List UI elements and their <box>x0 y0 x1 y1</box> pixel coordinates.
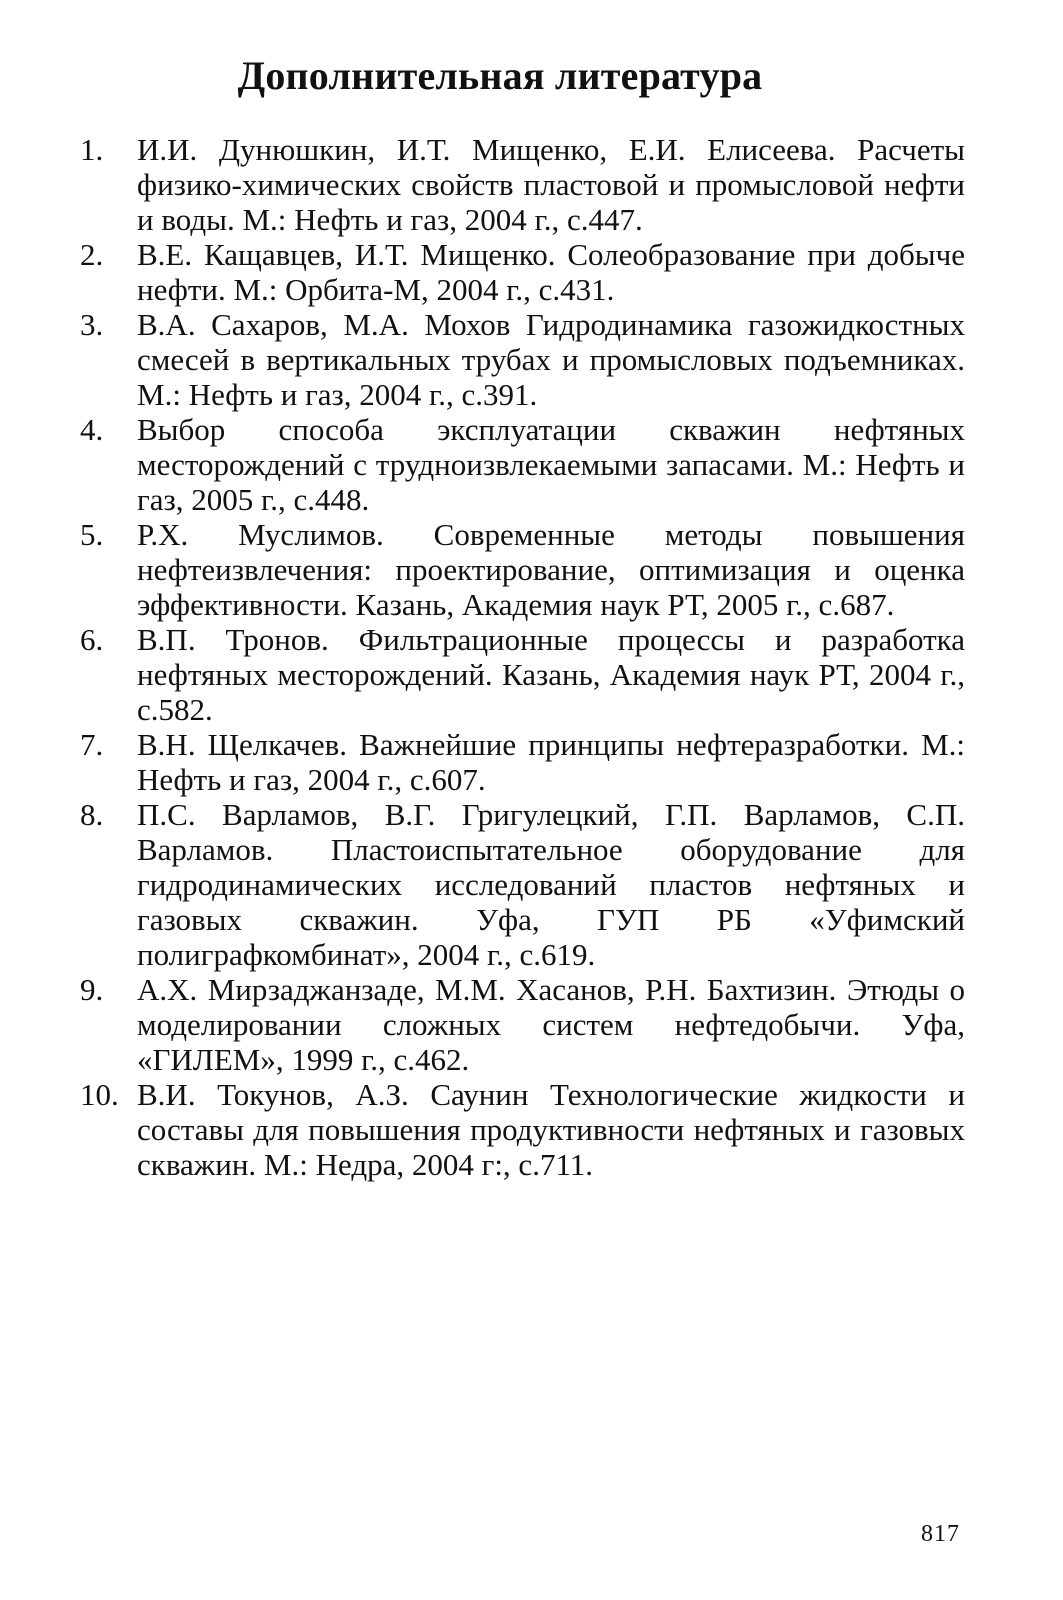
reference-item-8 <box>80 797 965 972</box>
reference-item-7 <box>80 727 965 797</box>
reference-text: Выбор способа эксплуатации скважин нефтяных месторождений с трудноизвлекаемыми запасами. М.: Нефть и газ, 2005 г., с.448. <box>137 412 965 517</box>
reference-text: П.С. Варламов, В.Г. Григулецкий, Г.П. Варламов, С.П. Варламов. Пластоиспытательное оборудование для гидродинамических исследований пластов нефтяных и газовых скважин. Уфа, ГУП РБ «Уфимский полиграфкомбинат», 2004 г., с.619. <box>137 797 965 972</box>
page-title: Дополнительная литература <box>237 53 763 98</box>
reference-number: 10. <box>80 1077 119 1112</box>
reference-number: 3. <box>80 307 104 342</box>
reference-item-4 <box>80 412 965 517</box>
page-number: 817 <box>921 1521 960 1547</box>
reference-item-10 <box>80 1077 965 1182</box>
reference-item-3 <box>80 307 965 412</box>
reference-text: В.И. Токунов, А.З. Саунин Технологические жидкости и составы для повышения продуктивности нефтяных и газовых скважин. М.: Недра, 2004 г:, с.711. <box>137 1077 965 1182</box>
reference-number: 6. <box>80 622 104 657</box>
reference-item-1 <box>80 132 965 237</box>
reference-text: В.Н. Щелкачев. Важнейшие принципы нефтеразработки. М.: Нефть и газ, 2004 г., с.607. <box>137 727 965 797</box>
reference-number: 9. <box>80 972 104 1007</box>
reference-text: В.А. Сахаров, М.А. Мохов Гидродинамика газожидкостных смесей в вертикальных трубах и промысловых подъемниках. М.: Нефть и газ, 2004 г., с.391. <box>137 307 965 412</box>
reference-text: И.И. Дунюшкин, И.Т. Мищенко, Е.И. Елисеева. Расчеты физико-химических свойств пластовой и промысловой нефти и воды. М.: Нефть и газ, 2004 г., с.447. <box>137 132 965 237</box>
reference-text: В.П. Тронов. Фильтрационные процессы и разработка нефтяных месторождений. Казань, Академия наук РТ, 2004 г., с.582. <box>137 622 965 727</box>
reference-item-6 <box>80 622 965 727</box>
reference-number: 8. <box>80 797 104 832</box>
reference-number: 1. <box>80 132 104 167</box>
reference-item-9 <box>80 972 965 1077</box>
reference-number: 7. <box>80 727 104 762</box>
reference-list <box>80 132 965 1182</box>
reference-number: 4. <box>80 412 104 447</box>
reference-number: 2. <box>80 237 104 272</box>
reference-number: 5. <box>80 517 104 552</box>
reference-text: В.Е. Кащавцев, И.Т. Мищенко. Солеобразование при добыче нефти. М.: Орбита-М, 2004 г., с.431. <box>137 237 965 307</box>
reference-text: Р.Х. Муслимов. Современные методы повышения нефтеизвлечения: проектирование, оптимизация и оценка эффективности. Казань, Академия наук РТ, 2005 г., с.687. <box>137 517 965 622</box>
reference-text: А.Х. Мирзаджанзаде, М.М. Хасанов, Р.Н. Бахтизин. Этюды о моделировании сложных систем нефтедобычи. Уфа, «ГИЛЕМ», 1999 г., с.462. <box>137 972 965 1077</box>
reference-item-2 <box>80 237 965 307</box>
reference-item-5 <box>80 517 965 622</box>
